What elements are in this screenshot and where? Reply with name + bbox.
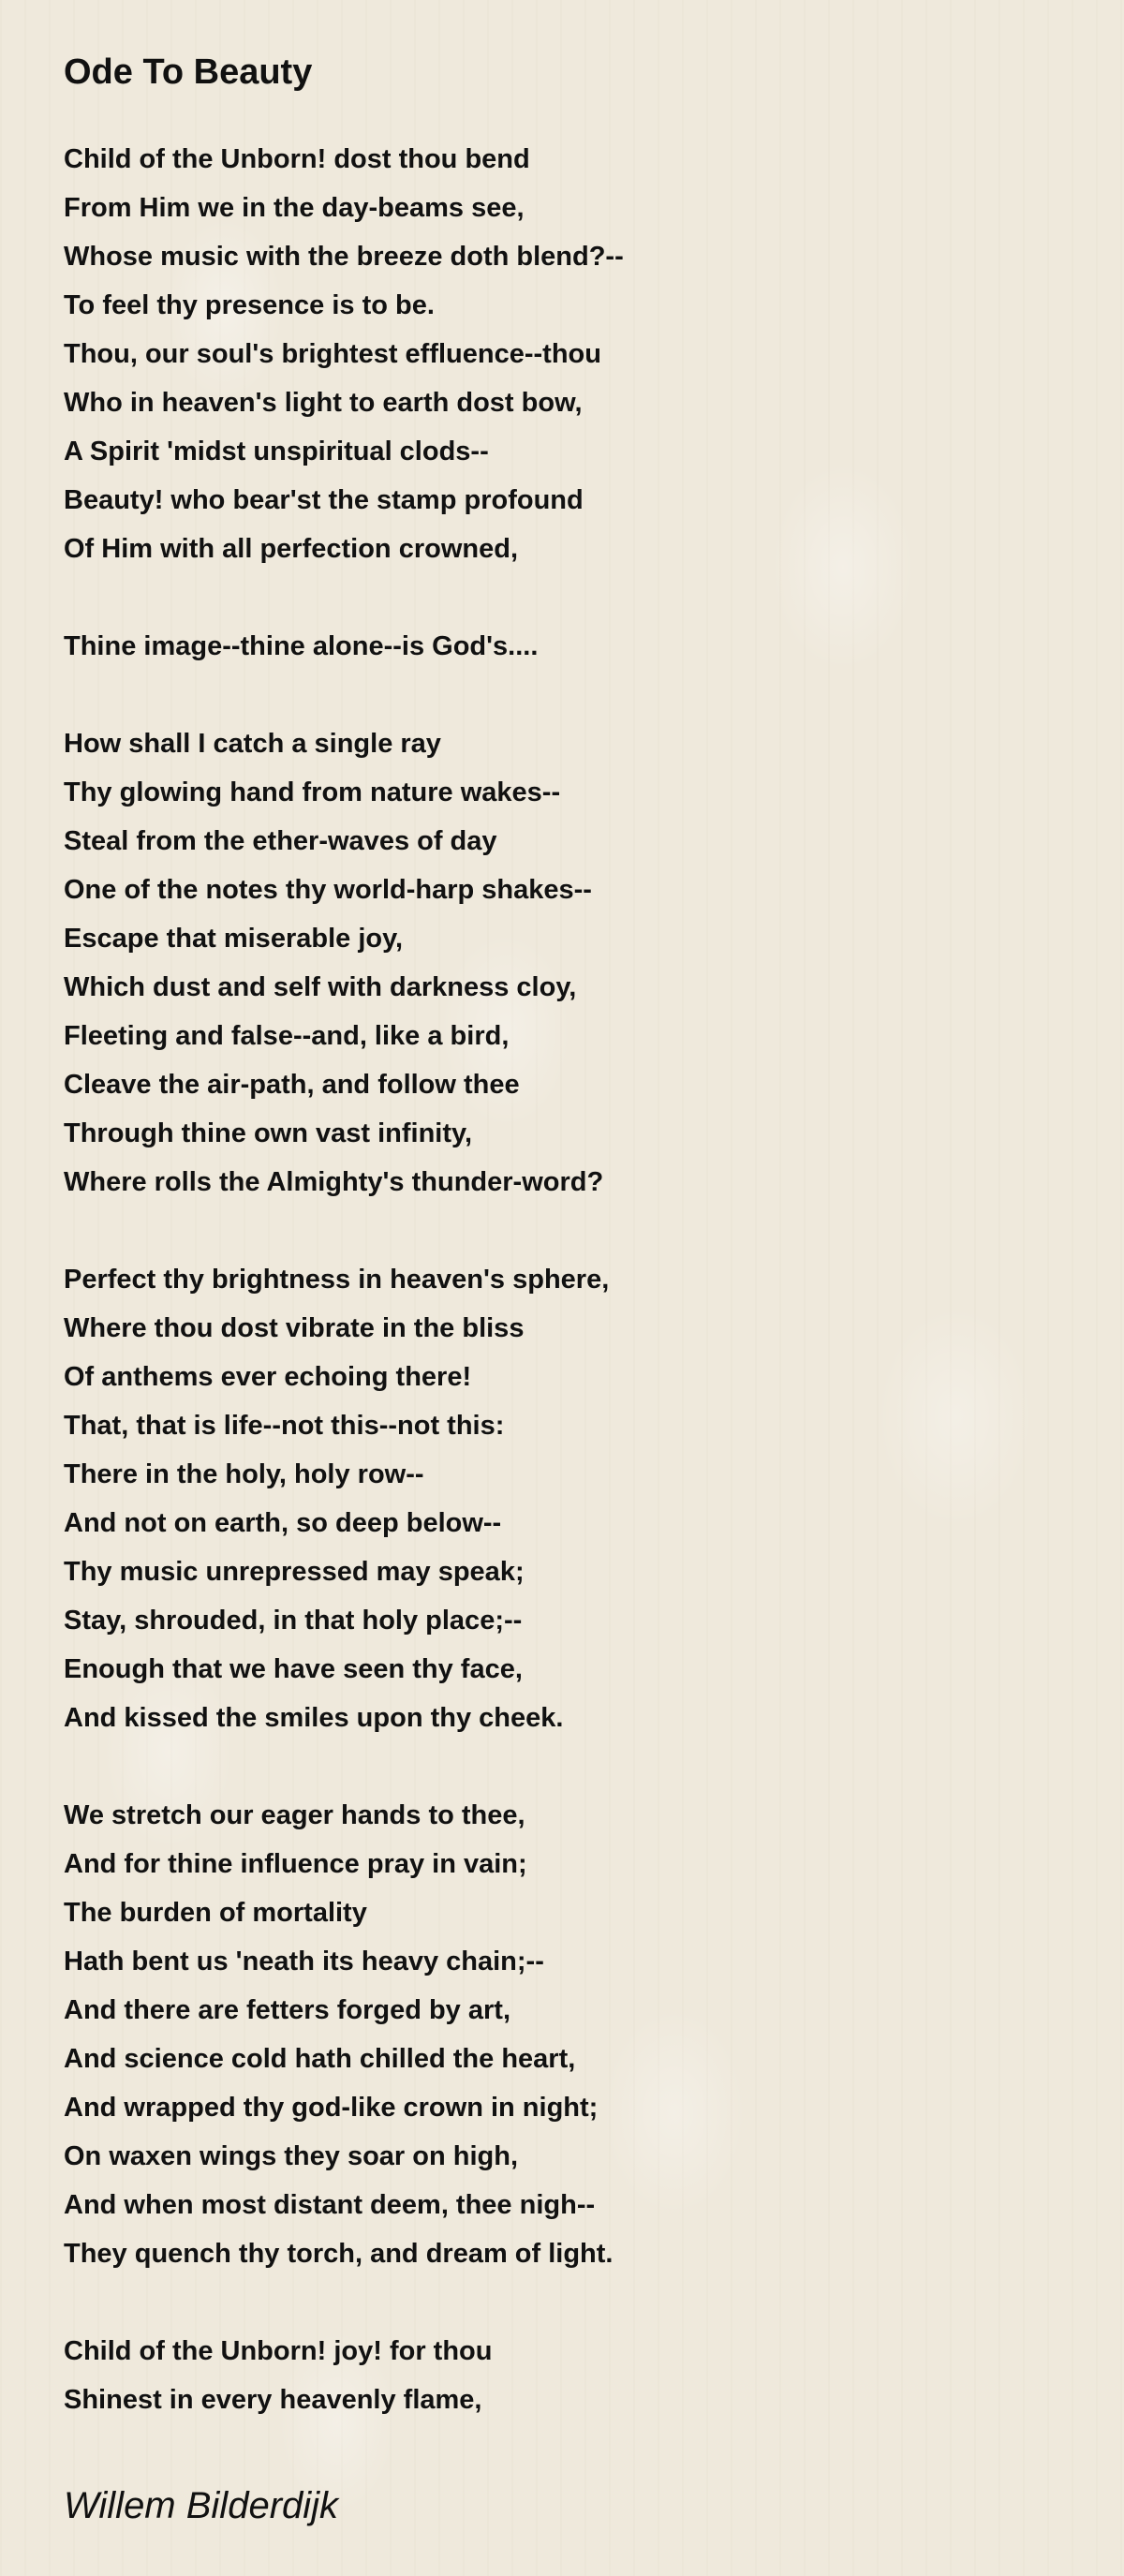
poem-line: And not on earth, so deep below-- (64, 1508, 502, 1538)
poem-line: Whose music with the breeze doth blend?-- (64, 242, 624, 272)
poem-line: That, that is life--not this--not this: (64, 1411, 505, 1441)
poem-line: Child of the Unborn! dost thou bend (64, 144, 530, 174)
poem-line: How shall I catch a single ray (64, 729, 441, 759)
poem-line: To feel thy presence is to be. (64, 290, 435, 320)
poem-line: Through thine own vast infinity, (64, 1118, 473, 1148)
poem-line: Thou, our soul's brightest effluence--thou (64, 339, 601, 369)
stanza-5 (64, 1791, 1124, 2278)
stanza-3 (64, 719, 1124, 1207)
stanza-6 (64, 2327, 1124, 2424)
poem-line: From Him we in the day-beams see, (64, 193, 525, 223)
stanza-4 (64, 1255, 1124, 1742)
poem-line: Stay, shrouded, in that holy place;-- (64, 1606, 523, 1636)
poem-title: Ode To Beauty (64, 52, 313, 92)
poem-line: And when most distant deem, thee nigh-- (64, 2190, 596, 2220)
poem-line: Of Him with all perfection crowned, (64, 534, 518, 564)
poem-line: Thy music unrepressed may speak; (64, 1557, 525, 1587)
poem-line: Hath bent us 'neath its heavy chain;-- (64, 1947, 544, 1976)
poem-line: Which dust and self with darkness cloy, (64, 972, 577, 1002)
poem-line: Where rolls the Almighty's thunder-word? (64, 1167, 604, 1197)
poem-line: They quench thy torch, and dream of light. (64, 2239, 614, 2269)
poem-line: Escape that miserable joy, (64, 924, 404, 954)
poem-line: Who in heaven's light to earth dost bow, (64, 388, 583, 418)
poem-line: Where thou dost vibrate in the bliss (64, 1313, 525, 1343)
poem-line: And there are fetters forged by art, (64, 1995, 510, 2025)
stanza-2 (64, 622, 1124, 671)
poem-line: And wrapped thy god-like crown in night; (64, 2093, 599, 2123)
poem-line: One of the notes thy world-harp shakes-- (64, 875, 592, 905)
poem-line: Child of the Unborn! joy! for thou (64, 2336, 493, 2366)
poem-line: A Spirit 'midst unspiritual clods-- (64, 437, 489, 466)
stanza-1 (64, 135, 1124, 573)
poem-line: On waxen wings they soar on high, (64, 2141, 519, 2171)
poem-line: Perfect thy brightness in heaven's sphere, (64, 1265, 610, 1295)
poem-line: Beauty! who bear'st the stamp profound (64, 485, 584, 515)
poem-line: And for thine influence pray in vain; (64, 1849, 527, 1879)
poem-line: We stretch our eager hands to thee, (64, 1800, 525, 1830)
poem-line: The burden of mortality (64, 1898, 367, 1928)
poem-line: Thine image--thine alone--is God's.... (64, 631, 539, 661)
poem-line: Fleeting and false--and, like a bird, (64, 1021, 510, 1051)
poem-line: And kissed the smiles upon thy cheek. (64, 1703, 564, 1733)
poem-line: There in the holy, holy row-- (64, 1459, 424, 1489)
poem-line: Steal from the ether-waves of day (64, 826, 497, 856)
poem-line: Thy glowing hand from nature wakes-- (64, 777, 561, 807)
poem-line: Shinest in every heavenly flame, (64, 2385, 482, 2415)
author-signature: Willem Bilderdijk (64, 2485, 339, 2526)
poem-line: Cleave the air-path, and follow thee (64, 1070, 520, 1100)
poem-line: And science cold hath chilled the heart, (64, 2044, 576, 2074)
poem-line: Of anthems ever echoing there! (64, 1362, 472, 1392)
poem-line: Enough that we have seen thy face, (64, 1654, 523, 1684)
